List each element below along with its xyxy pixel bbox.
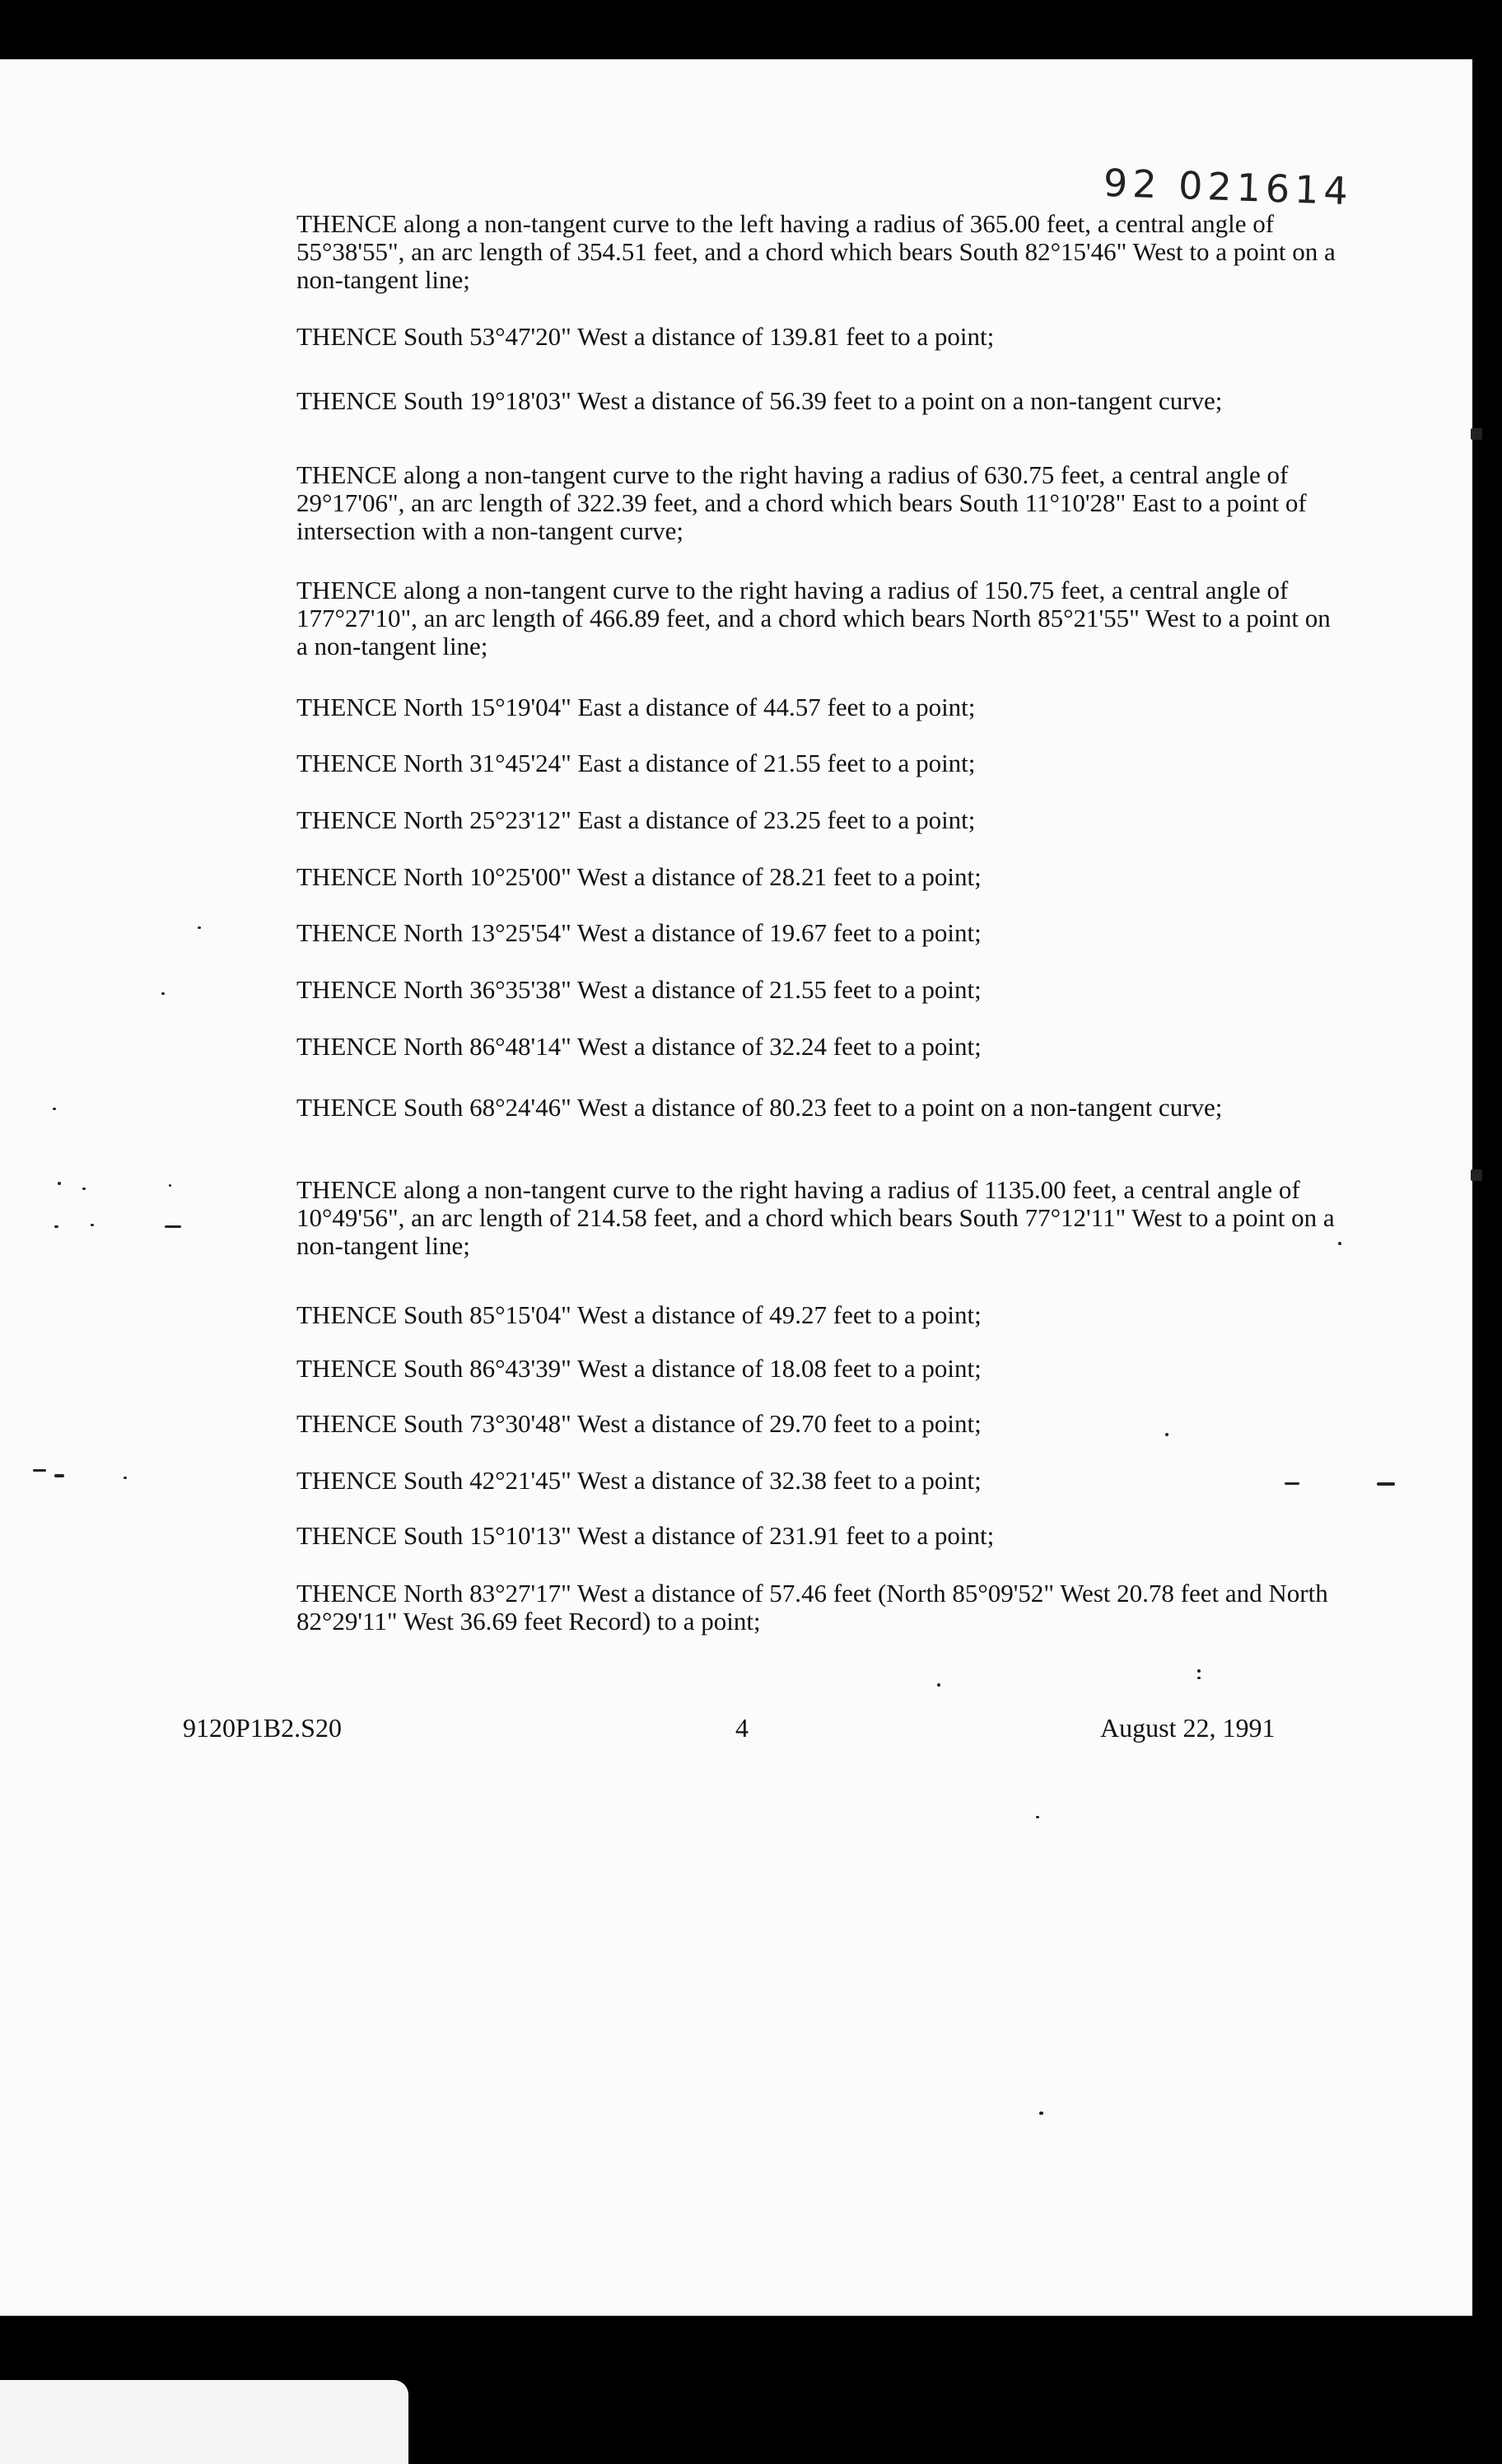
scan-speck — [1165, 1433, 1168, 1436]
document-stamp-number: 92 021614 — [1103, 160, 1354, 214]
scan-speck — [54, 1474, 64, 1477]
legal-description-paragraph: THENCE North 31°45'24" East a distance of 21.55 feet to a point; — [296, 749, 976, 777]
legal-description-paragraph: THENCE along a non-tangent curve to the right having a radius of 150.75 feet, a central angle of 177°27'10", an arc length of 466.89 feet, and a chord which bears North 85°21'55" West to a point on a non-tangent line; — [296, 576, 1331, 660]
scan-speck — [1036, 1816, 1039, 1818]
legal-description-paragraph: THENCE South 73°30'48" West a distance of 29.70 feet to a point; — [296, 1409, 982, 1438]
scan-speck — [1338, 1242, 1341, 1245]
legal-description-paragraph: THENCE North 86°48'14" West a distance of 32.24 feet to a point; — [296, 1032, 982, 1061]
scan-speck — [1471, 428, 1482, 440]
legal-description-paragraph: THENCE North 36°35'38" West a distance of 21.55 feet to a point; — [296, 975, 982, 1004]
scan-speck — [33, 1469, 46, 1472]
legal-description-paragraph: THENCE along a non-tangent curve to the right having a radius of 630.75 feet, a central angle of 29°17'06", an arc length of 322.39 feet, and a chord which bears South 11°10'28" East to a point of intersection with a non-tangent curve; — [296, 460, 1307, 545]
legal-description-paragraph: THENCE North 10°25'00" West a distance of 28.21 feet to a point; — [296, 862, 982, 891]
scan-speck — [54, 1225, 58, 1228]
legal-description-paragraph: THENCE South 19°18'03" West a distance of 56.39 feet to a point on a non-tangent curve; — [296, 386, 1223, 415]
legal-description-paragraph: THENCE North 25°23'12" East a distance of 23.25 feet to a point; — [296, 805, 976, 834]
legal-description-paragraph: THENCE South 15°10'13" West a distance of 231.91 feet to a point; — [296, 1521, 995, 1550]
scan-speck — [937, 1683, 940, 1687]
scan-speck — [82, 1188, 86, 1190]
scan-speck — [161, 992, 165, 995]
scan-speck — [1471, 1169, 1482, 1181]
legal-description-paragraph: THENCE South 53°47'20" West a distance of 139.81 feet to a point; — [296, 322, 995, 351]
legal-description-paragraph: THENCE South 42°21'45" West a distance of 32.38 feet to a point; — [296, 1466, 982, 1495]
scan-speck — [1285, 1482, 1299, 1485]
scan-speck — [198, 926, 201, 929]
scan-speck — [91, 1224, 94, 1226]
scan-speck — [1377, 1482, 1395, 1486]
scan-speck — [124, 1477, 127, 1479]
document-code: 9120P1B2.S20 — [183, 1713, 342, 1743]
scan-speck — [1039, 2112, 1043, 2115]
scan-page-fragment — [0, 2380, 408, 2464]
legal-description-paragraph: THENCE North 13°25'54" West a distance of 19.67 feet to a point; — [296, 918, 982, 947]
legal-description-paragraph: THENCE North 83°27'17" West a distance of 57.46 feet (North 85°09'52" West 20.78 feet and North 82°29'11" West 36.69 feet Record) to a point; — [296, 1579, 1328, 1636]
scan-speck — [165, 1225, 181, 1228]
scan-speck — [53, 1108, 56, 1110]
scan-speck — [1197, 1677, 1201, 1679]
page-number: 4 — [735, 1713, 749, 1743]
legal-description-paragraph: THENCE along a non-tangent curve to the left having a radius of 365.00 feet, a central angle of 55°38'55", an arc length of 354.51 feet, and a chord which bears South 82°15'46" West to a point on a non-tangent line; — [296, 209, 1336, 294]
document-date: August 22, 1991 — [1100, 1713, 1276, 1743]
legal-description-paragraph: THENCE North 15°19'04" East a distance of 44.57 feet to a point; — [296, 693, 976, 721]
legal-description-paragraph: THENCE along a non-tangent curve to the right having a radius of 1135.00 feet, a central angle of 10°49'56", an arc length of 214.58 feet, and a chord which bears South 77°12'11" West to a point on a non-tangent line; — [296, 1175, 1335, 1260]
legal-description-paragraph: THENCE South 68°24'46" West a distance of 80.23 feet to a point on a non-tangent curve; — [296, 1093, 1223, 1122]
legal-description-paragraph: THENCE South 85°15'04" West a distance of 49.27 feet to a point; — [296, 1300, 982, 1329]
scan-speck — [58, 1182, 61, 1185]
scan-speck — [169, 1184, 171, 1187]
scan-speck — [1197, 1669, 1201, 1673]
legal-description-paragraph: THENCE South 86°43'39" West a distance of 18.08 feet to a point; — [296, 1354, 982, 1383]
